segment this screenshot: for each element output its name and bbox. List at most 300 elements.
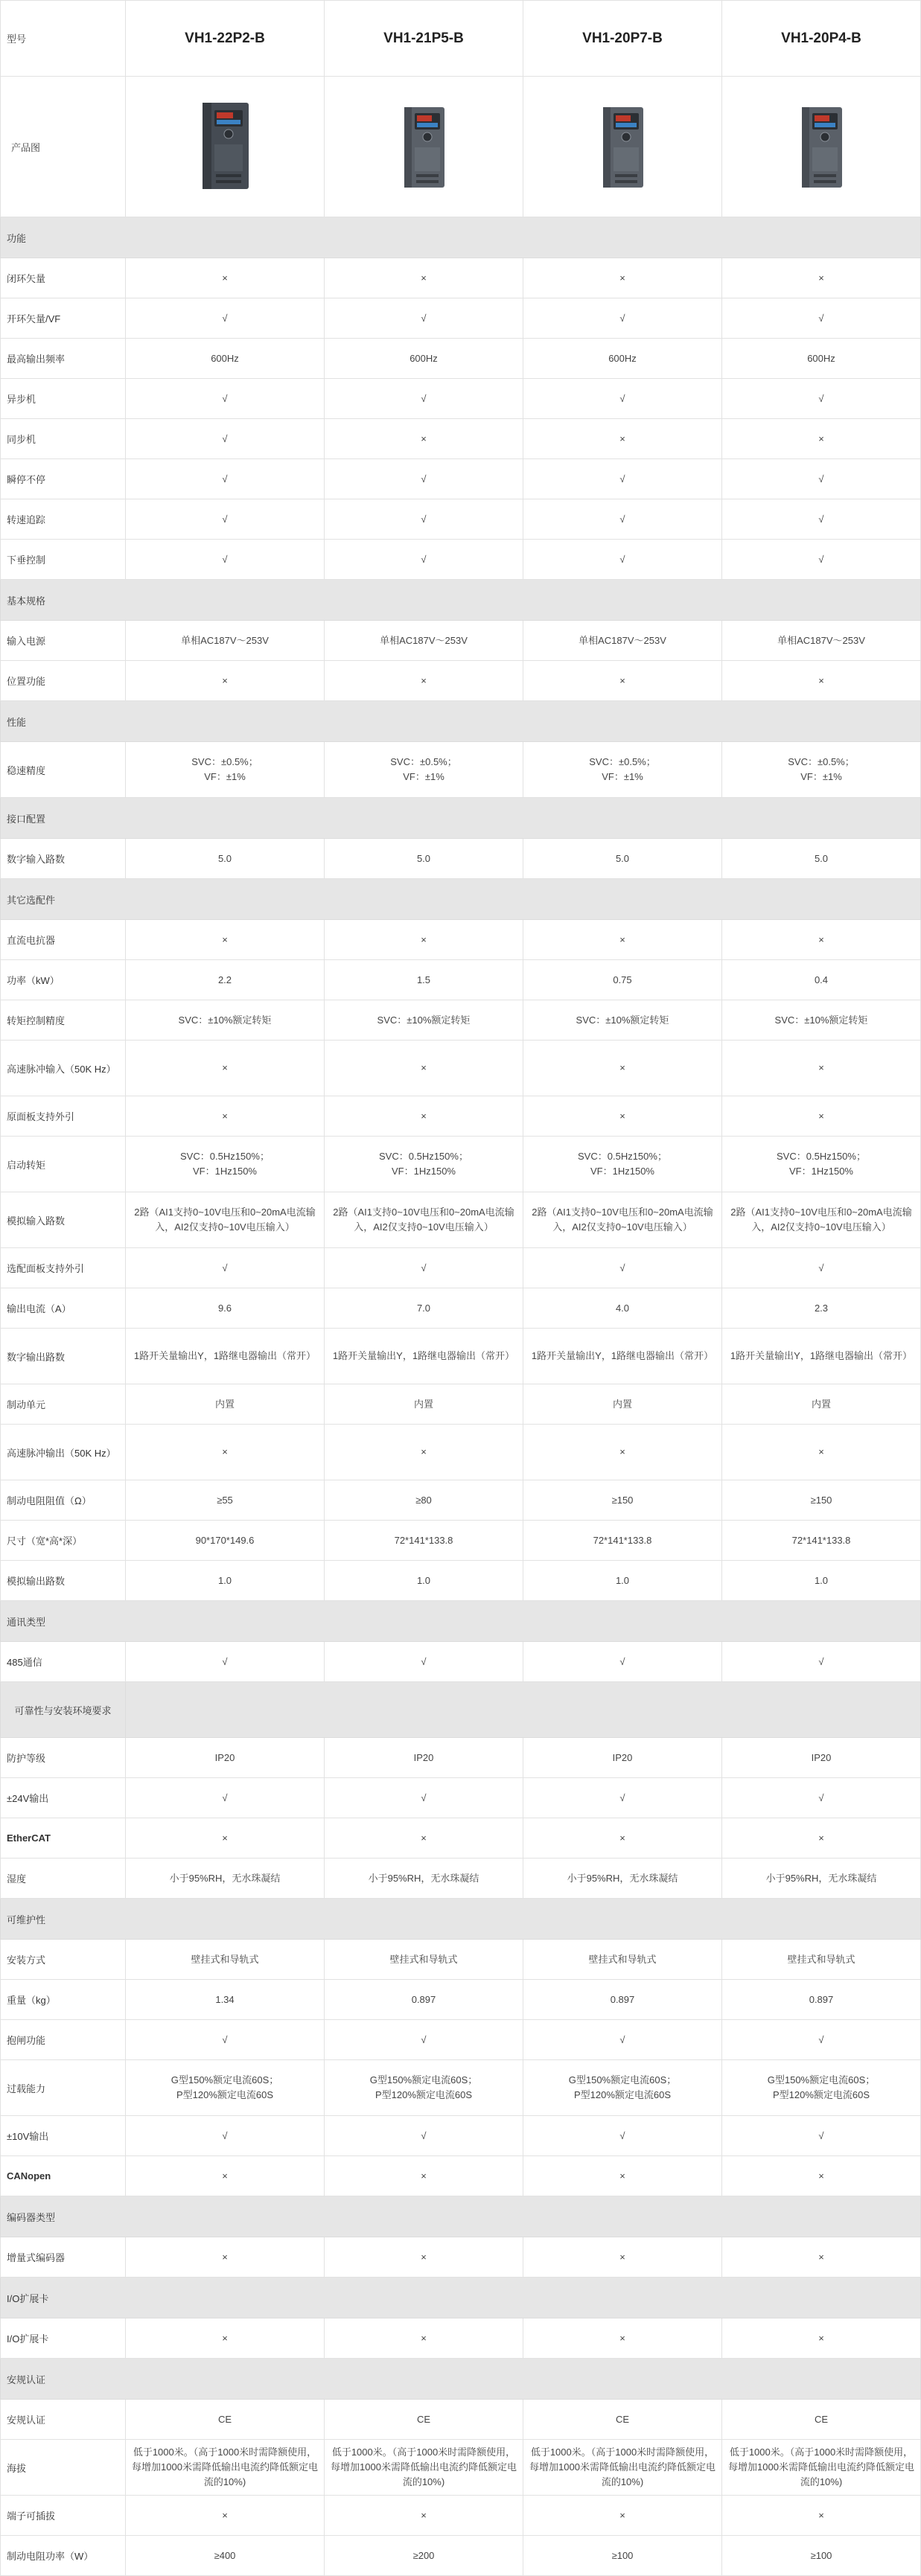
spec-value: × (325, 1096, 523, 1137)
model-header-label: 型号 (1, 1, 126, 77)
spec-value: 内置 (722, 1384, 921, 1425)
spec-label: ±10V输出 (1, 2116, 126, 2156)
spec-row (1, 1480, 921, 1521)
spec-row (1, 1980, 921, 2020)
spec-row (1, 2318, 921, 2359)
spec-label: 数字输入路数 (1, 839, 126, 879)
spec-value: √ (722, 459, 921, 499)
spec-value: √ (126, 419, 325, 459)
spec-label: 防护等级 (1, 1738, 126, 1778)
spec-value: 小于95%RH，无水珠凝结 (126, 1859, 325, 1899)
spec-value: 壁挂式和导轨式 (325, 1940, 523, 1980)
spec-value: SVC：±0.5%； VF：±1% (325, 742, 523, 798)
spec-label: 重量（kg） (1, 1980, 126, 2020)
inverter-device-icon (195, 100, 255, 192)
spec-row (1, 1521, 921, 1561)
spec-value: √ (126, 1778, 325, 1818)
product-image-label: 产品图 (1, 77, 126, 217)
product-image-row (1, 77, 921, 217)
spec-value: √ (325, 2116, 523, 2156)
section-header-row (1, 879, 921, 920)
spec-value: 内置 (325, 1384, 523, 1425)
spec-value: × (523, 2496, 722, 2536)
spec-label: 转矩控制精度 (1, 1000, 126, 1041)
spec-row (1, 2116, 921, 2156)
section-header-row (1, 701, 921, 742)
section-title: 可维护性 (1, 1899, 921, 1940)
spec-value: 低于1000米。（高于1000米时需降额使用，每增加1000米需降低输出电流约降低额定电流的10%) (722, 2440, 921, 2496)
spec-label: I/O扩展卡 (1, 2318, 126, 2359)
spec-label: 模拟输入路数 (1, 1192, 126, 1248)
section-title: 性能 (1, 701, 921, 742)
spec-value: ≥100 (722, 2536, 921, 2576)
spec-row (1, 742, 921, 798)
spec-value: × (722, 920, 921, 960)
spec-value: IP20 (126, 1738, 325, 1778)
spec-label: 高速脉冲输入（50K Hz） (1, 1041, 126, 1096)
spec-value: √ (523, 2116, 722, 2156)
spec-value: 单相AC187V～253V (126, 621, 325, 661)
spec-row (1, 2536, 921, 2576)
spec-label: 制动电阻功率（W） (1, 2536, 126, 2576)
spec-value: 72*141*133.8 (722, 1521, 921, 1561)
spec-value: √ (523, 499, 722, 540)
spec-row (1, 1384, 921, 1425)
section-header-row (1, 580, 921, 621)
spec-value: × (325, 1425, 523, 1480)
section-filler (126, 1682, 921, 1738)
spec-row (1, 2020, 921, 2060)
spec-value: IP20 (722, 1738, 921, 1778)
spec-value: IP20 (325, 1738, 523, 1778)
spec-value: CE (523, 2400, 722, 2440)
spec-label: 原面板支持外引 (1, 1096, 126, 1137)
spec-row (1, 1000, 921, 1041)
spec-value: 72*141*133.8 (325, 1521, 523, 1561)
spec-value: √ (126, 2020, 325, 2060)
spec-value: 2路（AI1支持0~10V电压和0~20mA电流输入，AI2仅支持0~10V电压输入） (523, 1192, 722, 1248)
spec-value: √ (523, 459, 722, 499)
spec-label: 安规认证 (1, 2400, 126, 2440)
spec-label: 位置功能 (1, 661, 126, 701)
spec-value: SVC：±10%额定转矩 (523, 1000, 722, 1041)
spec-value: 1.0 (126, 1561, 325, 1601)
spec-value: 1.0 (722, 1561, 921, 1601)
spec-label: 开环矢量/VF (1, 298, 126, 339)
model-name: VH1-22P2-B (126, 1, 325, 77)
spec-value: × (722, 1041, 921, 1096)
spec-value: √ (325, 540, 523, 580)
spec-label: 制动单元 (1, 1384, 126, 1425)
spec-value: 0.4 (722, 960, 921, 1000)
product-image-cell (325, 77, 523, 217)
spec-value: ≥55 (126, 1480, 325, 1521)
spec-label: 同步机 (1, 419, 126, 459)
spec-value: SVC：±10%额定转矩 (722, 1000, 921, 1041)
spec-label: 选配面板支持外引 (1, 1248, 126, 1288)
spec-value: √ (325, 379, 523, 419)
section-header-row (1, 2196, 921, 2237)
spec-value: √ (722, 2020, 921, 2060)
spec-value: 壁挂式和导轨式 (523, 1940, 722, 1980)
spec-row (1, 1642, 921, 1682)
spec-value: 1.5 (325, 960, 523, 1000)
spec-row (1, 258, 921, 298)
spec-row (1, 1041, 921, 1096)
inverter-device-icon (593, 100, 652, 192)
spec-value: √ (126, 2116, 325, 2156)
spec-value: 5.0 (523, 839, 722, 879)
spec-value: × (523, 2237, 722, 2278)
spec-row (1, 920, 921, 960)
spec-value: 5.0 (722, 839, 921, 879)
spec-row (1, 661, 921, 701)
spec-label: 模拟输出路数 (1, 1561, 126, 1601)
section-header-row (1, 1682, 921, 1738)
spec-value: × (523, 1818, 722, 1859)
spec-value: CE (325, 2400, 523, 2440)
section-title: I/O扩展卡 (1, 2278, 921, 2318)
spec-label: 瞬停不停 (1, 459, 126, 499)
spec-value: SVC：±0.5%； VF：±1% (523, 742, 722, 798)
spec-value: × (126, 661, 325, 701)
spec-value: √ (523, 1642, 722, 1682)
spec-value: √ (126, 1642, 325, 1682)
spec-row (1, 499, 921, 540)
spec-value: 2.2 (126, 960, 325, 1000)
section-header-row (1, 2278, 921, 2318)
spec-value: × (325, 1041, 523, 1096)
spec-label: 安装方式 (1, 1940, 126, 1980)
spec-value: × (523, 1096, 722, 1137)
spec-value: 1路开关量输出Y，1路继电器输出（常开） (325, 1329, 523, 1384)
spec-value: SVC：±10%额定转矩 (325, 1000, 523, 1041)
spec-value: × (126, 2496, 325, 2536)
spec-value: 7.0 (325, 1288, 523, 1329)
spec-value: × (126, 2318, 325, 2359)
spec-value: CE (126, 2400, 325, 2440)
spec-value: √ (722, 1248, 921, 1288)
section-header-row (1, 1601, 921, 1642)
spec-value: × (523, 2156, 722, 2196)
spec-row (1, 1818, 921, 1859)
spec-label: 端子可插拔 (1, 2496, 126, 2536)
spec-row (1, 419, 921, 459)
model-name: VH1-20P4-B (722, 1, 921, 77)
spec-value: 72*141*133.8 (523, 1521, 722, 1561)
spec-value: √ (325, 1642, 523, 1682)
spec-value: × (325, 258, 523, 298)
spec-value: × (126, 920, 325, 960)
spec-value: 1路开关量输出Y，1路继电器输出（常开） (523, 1329, 722, 1384)
spec-label: 输入电源 (1, 621, 126, 661)
spec-row (1, 379, 921, 419)
spec-label: CANopen (1, 2156, 126, 2196)
spec-table-body (1, 1, 921, 2576)
spec-row (1, 1425, 921, 1480)
spec-value: 1.0 (325, 1561, 523, 1601)
section-title: 通讯类型 (1, 1601, 921, 1642)
spec-value: × (722, 2156, 921, 2196)
section-title: 其它选配件 (1, 879, 921, 920)
spec-label: 最高输出频率 (1, 339, 126, 379)
spec-value: 内置 (523, 1384, 722, 1425)
spec-label: 稳速精度 (1, 742, 126, 798)
spec-row (1, 1561, 921, 1601)
spec-value: × (325, 2156, 523, 2196)
spec-value: 1.0 (523, 1561, 722, 1601)
spec-value: 600Hz (523, 339, 722, 379)
spec-value: × (325, 2318, 523, 2359)
product-image-cell (126, 77, 325, 217)
spec-value: 低于1000米。（高于1000米时需降额使用，每增加1000米需降低输出电流约降低额定电流的10%) (126, 2440, 325, 2496)
spec-value: SVC：±0.5%； VF：±1% (722, 742, 921, 798)
spec-value: √ (523, 1248, 722, 1288)
spec-value: × (722, 2318, 921, 2359)
spec-row (1, 2440, 921, 2496)
spec-row (1, 1096, 921, 1137)
spec-value: × (126, 2156, 325, 2196)
spec-value: √ (325, 2020, 523, 2060)
spec-value: × (325, 920, 523, 960)
spec-value: × (126, 1818, 325, 1859)
spec-value: × (722, 1096, 921, 1137)
spec-value: × (523, 2318, 722, 2359)
spec-value: × (523, 258, 722, 298)
spec-value: 2.3 (722, 1288, 921, 1329)
spec-value: × (722, 2237, 921, 2278)
spec-label: 抱闸功能 (1, 2020, 126, 2060)
spec-label: 485通信 (1, 1642, 126, 1682)
spec-value: √ (126, 1248, 325, 1288)
spec-value: 2路（AI1支持0~10V电压和0~20mA电流输入，AI2仅支持0~10V电压输入） (325, 1192, 523, 1248)
spec-label: 增量式编码器 (1, 2237, 126, 2278)
spec-value: √ (325, 459, 523, 499)
spec-value: 壁挂式和导轨式 (126, 1940, 325, 1980)
spec-value: ≥400 (126, 2536, 325, 2576)
spec-label: 下垂控制 (1, 540, 126, 580)
spec-value: √ (126, 379, 325, 419)
spec-value: ≥150 (523, 1480, 722, 1521)
spec-value: 小于95%RH，无水珠凝结 (722, 1859, 921, 1899)
spec-value: 9.6 (126, 1288, 325, 1329)
spec-row (1, 1329, 921, 1384)
spec-value: G型150%额定电流60S； P型120%额定电流60S (126, 2060, 325, 2116)
spec-value: × (523, 661, 722, 701)
spec-value: × (722, 419, 921, 459)
spec-value: √ (325, 499, 523, 540)
spec-value: 低于1000米。（高于1000米时需降额使用，每增加1000米需降低输出电流约降低额定电流的10%) (523, 2440, 722, 2496)
spec-label: 异步机 (1, 379, 126, 419)
inverter-device-icon (791, 100, 851, 192)
spec-value: × (722, 2496, 921, 2536)
spec-row (1, 2400, 921, 2440)
spec-row (1, 540, 921, 580)
spec-value: √ (325, 1248, 523, 1288)
spec-value: × (126, 1041, 325, 1096)
section-title: 安规认证 (1, 2359, 921, 2400)
spec-label: 转速追踪 (1, 499, 126, 540)
spec-value: 0.897 (523, 1980, 722, 2020)
spec-value: × (523, 1041, 722, 1096)
spec-value: SVC：0.5Hz150%； VF：1Hz150% (523, 1137, 722, 1192)
section-header-row (1, 217, 921, 258)
spec-value: 单相AC187V～253V (523, 621, 722, 661)
inverter-device-icon (394, 100, 453, 192)
spec-value: × (523, 920, 722, 960)
spec-label: 数字输出路数 (1, 1329, 126, 1384)
spec-value: × (722, 1818, 921, 1859)
spec-row (1, 339, 921, 379)
spec-row (1, 1940, 921, 1980)
spec-value: × (523, 1425, 722, 1480)
spec-row (1, 1248, 921, 1288)
section-header-row (1, 798, 921, 839)
spec-value: × (325, 2237, 523, 2278)
spec-label: 制动电阻阻值（Ω） (1, 1480, 126, 1521)
spec-value: 0.897 (722, 1980, 921, 2020)
spec-value: √ (523, 379, 722, 419)
spec-value: √ (126, 540, 325, 580)
spec-value: 0.75 (523, 960, 722, 1000)
spec-row (1, 960, 921, 1000)
model-header-row (1, 1, 921, 77)
spec-value: ≥100 (523, 2536, 722, 2576)
spec-row (1, 621, 921, 661)
spec-label: 输出电流（A） (1, 1288, 126, 1329)
section-header-row (1, 1899, 921, 1940)
spec-value: SVC：±10%额定转矩 (126, 1000, 325, 1041)
spec-value: √ (325, 298, 523, 339)
spec-value: √ (523, 1778, 722, 1818)
spec-value: 600Hz (722, 339, 921, 379)
spec-value: SVC：±0.5%； VF：±1% (126, 742, 325, 798)
spec-value: ≥150 (722, 1480, 921, 1521)
spec-value: 1路开关量输出Y，1路继电器输出（常开） (126, 1329, 325, 1384)
spec-value: SVC：0.5Hz150%； VF：1Hz150% (722, 1137, 921, 1192)
spec-value: × (325, 1818, 523, 1859)
spec-label: 闭环矢量 (1, 258, 126, 298)
spec-row (1, 1288, 921, 1329)
spec-row (1, 1778, 921, 1818)
spec-row (1, 298, 921, 339)
spec-row (1, 2156, 921, 2196)
spec-value: √ (523, 540, 722, 580)
spec-label: 功率（kW） (1, 960, 126, 1000)
spec-row (1, 1738, 921, 1778)
section-title: 接口配置 (1, 798, 921, 839)
spec-value: 内置 (126, 1384, 325, 1425)
spec-value: × (126, 1425, 325, 1480)
spec-value: G型150%额定电流60S； P型120%额定电流60S (523, 2060, 722, 2116)
spec-row (1, 1137, 921, 1192)
spec-value: × (126, 1096, 325, 1137)
spec-value: 壁挂式和导轨式 (722, 1940, 921, 1980)
spec-value: G型150%额定电流60S； P型120%额定电流60S (722, 2060, 921, 2116)
spec-label: 直流电抗器 (1, 920, 126, 960)
spec-value: CE (722, 2400, 921, 2440)
spec-value: 小于95%RH，无水珠凝结 (325, 1859, 523, 1899)
model-name: VH1-20P7-B (523, 1, 722, 77)
spec-value: √ (722, 1642, 921, 1682)
spec-label: 高速脉冲输出（50K Hz） (1, 1425, 126, 1480)
section-title: 编码器类型 (1, 2196, 921, 2237)
spec-value: √ (722, 499, 921, 540)
spec-row (1, 2237, 921, 2278)
spec-value: 0.897 (325, 1980, 523, 2020)
spec-value: √ (523, 298, 722, 339)
spec-value: × (126, 2237, 325, 2278)
spec-row (1, 459, 921, 499)
spec-value: 小于95%RH，无水珠凝结 (523, 1859, 722, 1899)
spec-value: × (325, 2496, 523, 2536)
spec-value: √ (722, 540, 921, 580)
spec-label: 尺寸（宽*高*深） (1, 1521, 126, 1561)
spec-value: SVC：0.5Hz150%； VF：1Hz150% (325, 1137, 523, 1192)
spec-value: 单相AC187V～253V (325, 621, 523, 661)
section-title: 功能 (1, 217, 921, 258)
spec-value: IP20 (523, 1738, 722, 1778)
product-image-cell (722, 77, 921, 217)
spec-label: 湿度 (1, 1859, 126, 1899)
spec-value: 5.0 (325, 839, 523, 879)
spec-value: ≥200 (325, 2536, 523, 2576)
spec-value: × (325, 419, 523, 459)
section-title: 基本规格 (1, 580, 921, 621)
spec-value: 600Hz (325, 339, 523, 379)
spec-label: 过载能力 (1, 2060, 126, 2116)
spec-value: 4.0 (523, 1288, 722, 1329)
spec-row (1, 2060, 921, 2116)
spec-value: √ (126, 298, 325, 339)
spec-value: 1.34 (126, 1980, 325, 2020)
spec-value: 600Hz (126, 339, 325, 379)
spec-value: √ (523, 2020, 722, 2060)
spec-value: × (722, 1425, 921, 1480)
spec-value: √ (722, 379, 921, 419)
spec-value: √ (722, 2116, 921, 2156)
spec-value: 低于1000米。（高于1000米时需降额使用，每增加1000米需降低输出电流约降低额定电流的10%) (325, 2440, 523, 2496)
spec-value: 2路（AI1支持0~10V电压和0~20mA电流输入，AI2仅支持0~10V电压输入） (126, 1192, 325, 1248)
spec-value: × (325, 661, 523, 701)
spec-value: G型150%额定电流60S； P型120%额定电流60S (325, 2060, 523, 2116)
spec-value: √ (126, 499, 325, 540)
product-image-cell (523, 77, 722, 217)
spec-value: 1路开关量输出Y，1路继电器输出（常开） (722, 1329, 921, 1384)
spec-value: √ (126, 459, 325, 499)
spec-row (1, 1192, 921, 1248)
spec-value: 90*170*149.6 (126, 1521, 325, 1561)
spec-value: × (126, 258, 325, 298)
spec-value: 单相AC187V～253V (722, 621, 921, 661)
section-header-row (1, 2359, 921, 2400)
spec-label: 启动转矩 (1, 1137, 126, 1192)
spec-value: √ (722, 1778, 921, 1818)
spec-value: SVC：0.5Hz150%； VF：1Hz150% (126, 1137, 325, 1192)
spec-value: √ (722, 298, 921, 339)
section-title: 可靠性与安装环境要求 (1, 1682, 126, 1738)
spec-value: √ (325, 1778, 523, 1818)
spec-label: ±24V输出 (1, 1778, 126, 1818)
spec-row (1, 1859, 921, 1899)
spec-value: × (722, 258, 921, 298)
spec-row (1, 839, 921, 879)
spec-value: × (523, 419, 722, 459)
spec-value: 2路（AI1支持0~10V电压和0~20mA电流输入，AI2仅支持0~10V电压输入） (722, 1192, 921, 1248)
spec-row (1, 2496, 921, 2536)
spec-label: EtherCAT (1, 1818, 126, 1859)
spec-value: ≥80 (325, 1480, 523, 1521)
